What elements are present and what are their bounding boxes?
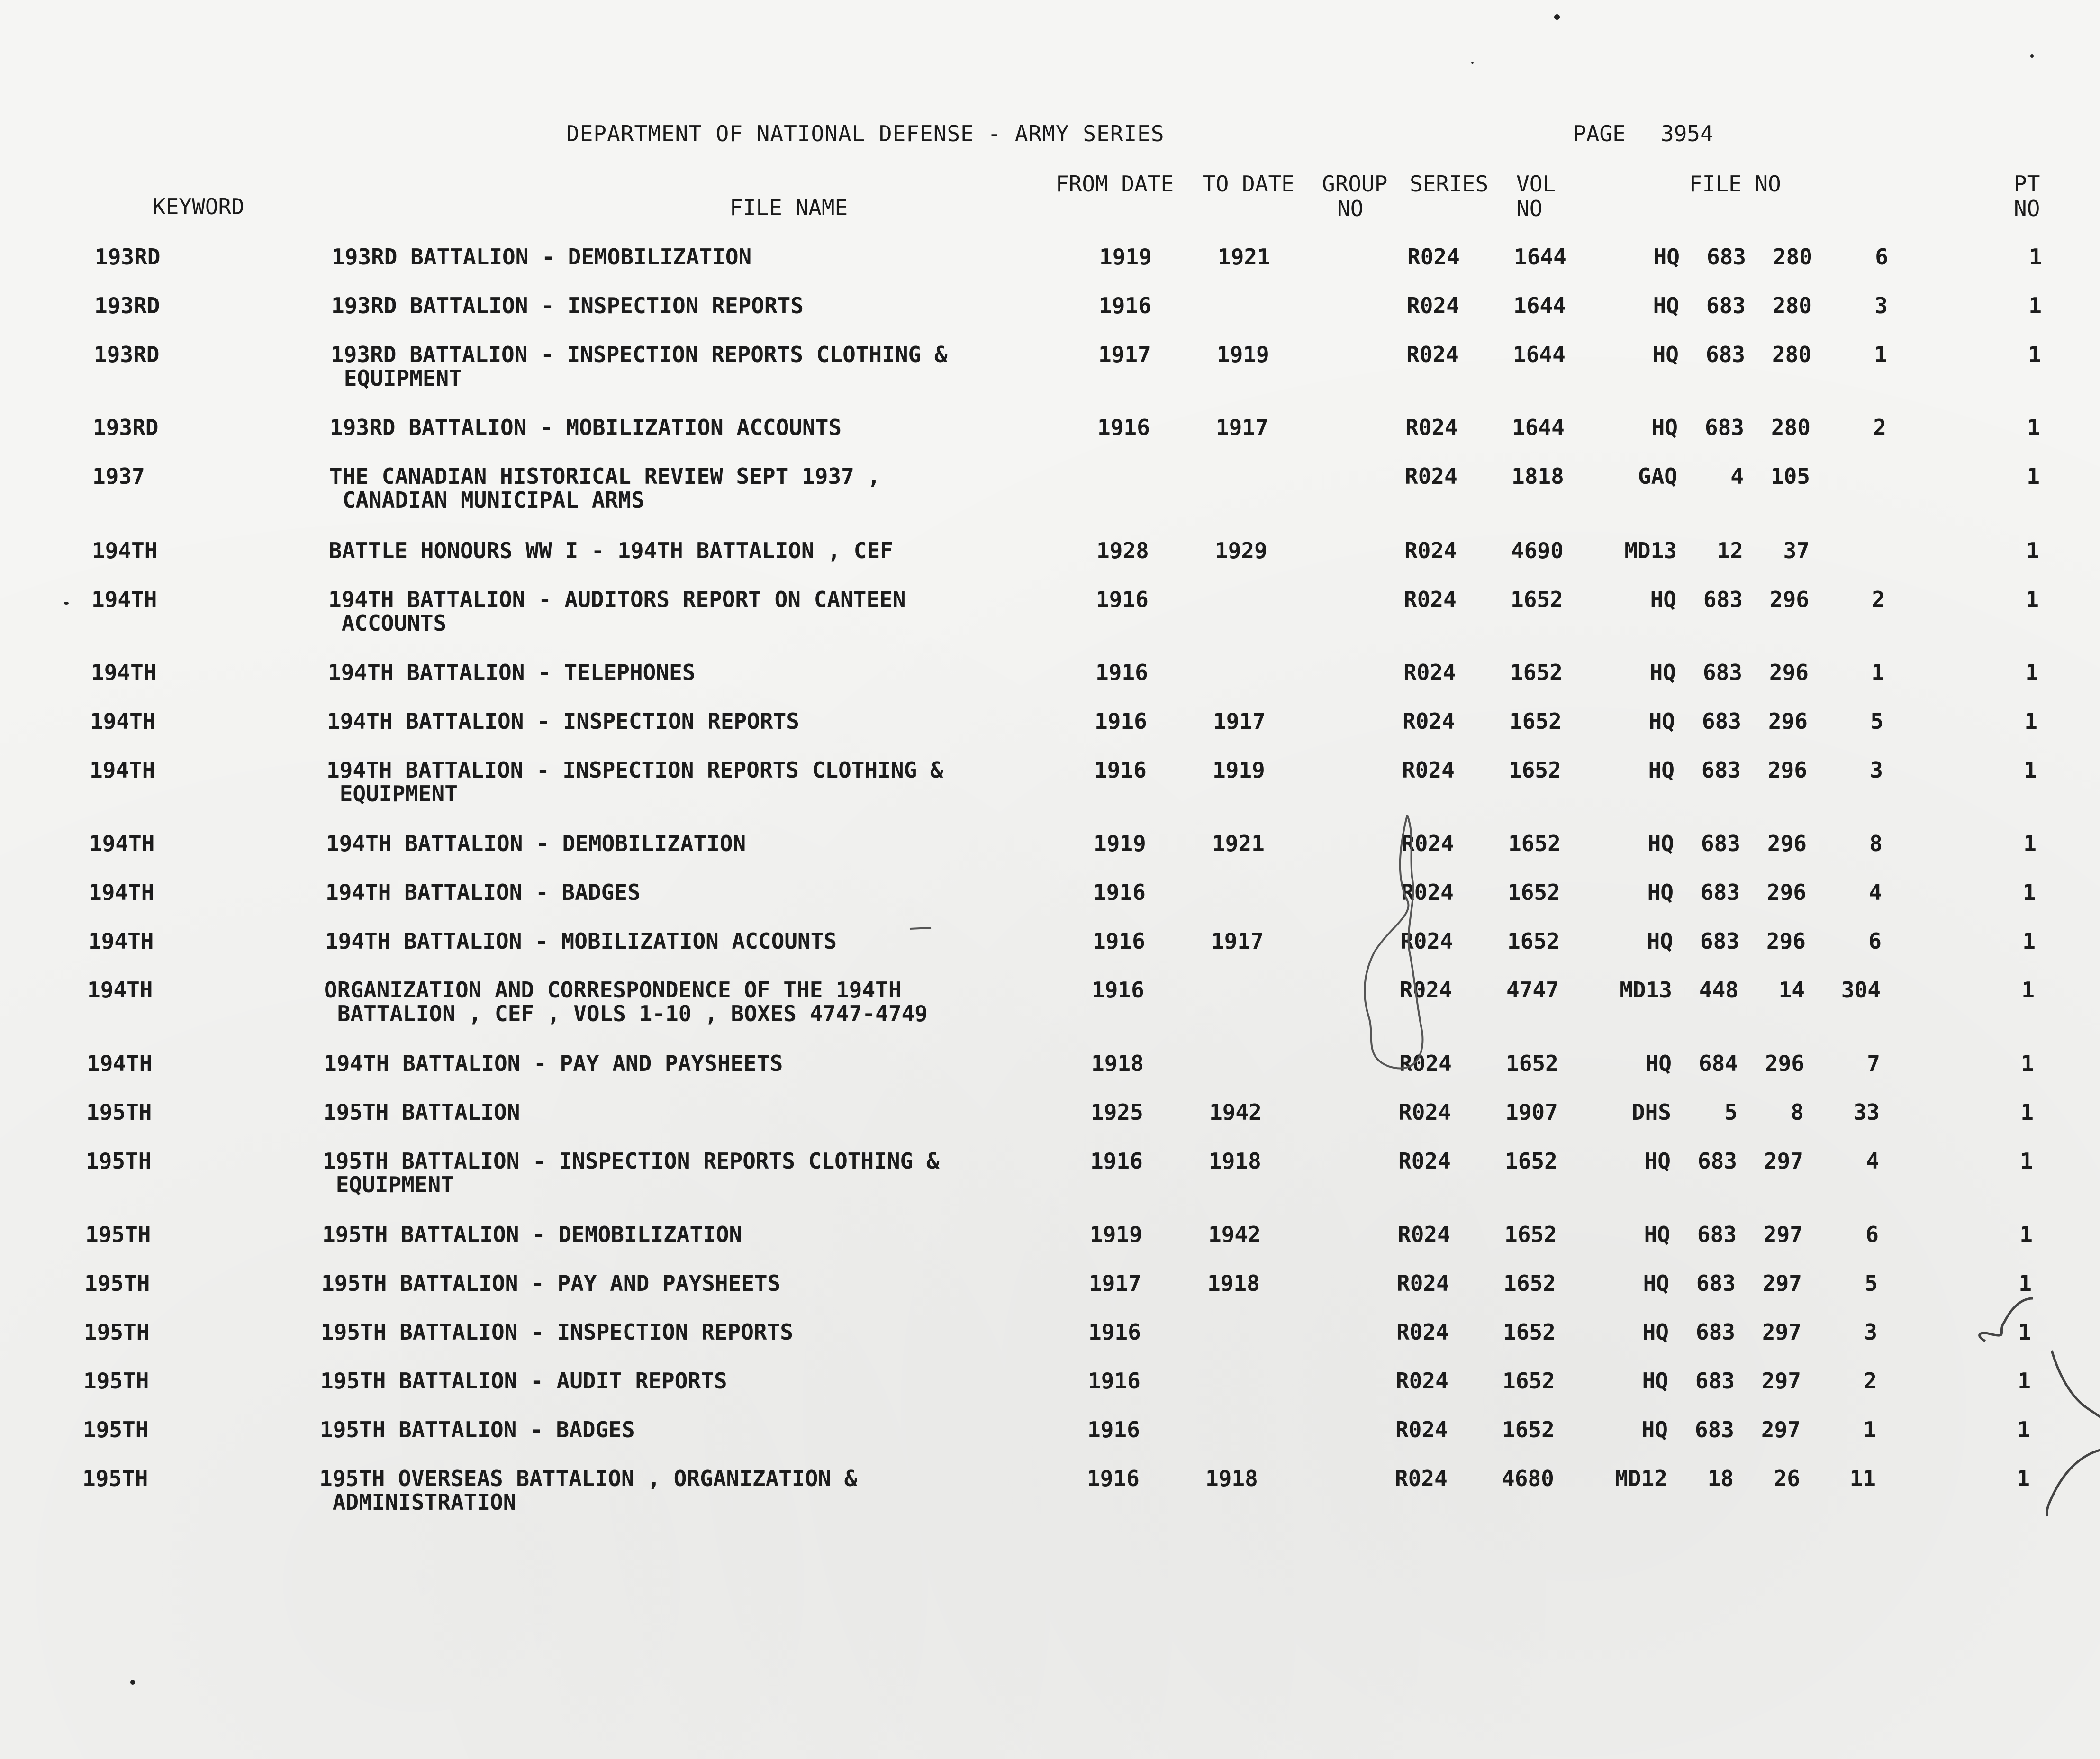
from-date-cell: 1917 [1098,342,1151,367]
series-cell: R024 [1396,1319,1449,1345]
file-no-part3-cell: 6 [1868,928,1882,954]
from-date-cell: 1916 [1095,660,1148,685]
file-no-part1-cell: 683 [1697,1148,1737,1174]
file-name-cell: 195TH BATTALION - INSPECTION REPORTS CLOTHING & EQUIPMENT [323,1148,940,1197]
file-no-part3-cell: 11 [1849,1466,1876,1491]
file-name-cell: 194TH BATTALION - INSPECTION REPORTS CLOTHING & EQUIPMENT [326,757,943,807]
from-date-cell: 1916 [1092,977,1144,1003]
vol-no-cell: 1652 [1503,1270,1556,1296]
page-number: 3954 [1661,121,1713,146]
file-no-part3-cell: 1 [1874,342,1887,367]
file-no-part3-cell: 2 [1873,415,1886,440]
series-cell: R024 [1395,1417,1448,1442]
column-header-series: SERIES [1410,171,1489,197]
file-no-part2-cell: 296 [1765,1051,1804,1076]
pt-no-cell: 1 [2021,977,2035,1003]
file-no-part2-cell: 297 [1763,1222,1803,1247]
series-cell: R024 [1406,342,1459,367]
file-no-part2-cell: 297 [1762,1319,1801,1345]
file-no-part3-cell: 3 [1870,757,1883,783]
file-no-part3-cell: 33 [1853,1099,1880,1125]
margin-scribble-1 [1980,1298,2033,1341]
pt-no-cell: 1 [2019,1222,2033,1247]
keyword-cell: 195TH [86,1099,152,1125]
file-no-prefix-cell: HQ [1653,244,1680,270]
from-date-cell: 1919 [1099,244,1152,270]
file-name-cell: 195TH BATTALION - DEMOBILIZATION [322,1222,742,1247]
pt-no-cell: 1 [2029,244,2042,270]
column-header-to-date: TO DATE [1203,171,1294,197]
keyword-cell: 195TH [83,1417,149,1442]
pt-no-cell: 1 [2023,831,2037,856]
vol-no-cell: 4690 [1511,538,1564,563]
file-no-prefix-cell: MD13 [1624,538,1677,563]
file-no-part1-cell: 448 [1699,977,1738,1003]
to-date-cell: 1917 [1216,415,1268,440]
file-no-part2-cell: 297 [1764,1148,1803,1174]
file-name-cell: 194TH BATTALION - TELEPHONES [328,660,696,685]
from-date-cell: 1916 [1094,757,1147,783]
file-no-part1-cell: 683 [1695,1368,1735,1394]
to-date-cell: 1921 [1212,831,1265,856]
from-date-cell: 1919 [1090,1222,1142,1247]
column-header-group-no: NO [1337,196,1364,221]
pt-no-cell: 1 [2023,880,2036,905]
from-date-cell: 1918 [1091,1051,1144,1076]
column-header-group: GROUP [1322,171,1388,197]
file-no-prefix-cell: HQ [1651,415,1678,440]
page-label: PAGE [1573,121,1626,146]
keyword-cell: 195TH [85,1222,151,1247]
keyword-cell: 195TH [84,1319,150,1345]
to-date-cell: 1918 [1207,1270,1260,1296]
file-no-part2-cell: 37 [1783,538,1810,563]
pen-stroke [910,928,931,929]
vol-no-cell: 1652 [1511,587,1563,612]
file-no-part3-cell: 5 [1865,1270,1878,1296]
vol-no-cell: 1644 [1514,244,1566,270]
file-name-cell: BATTLE HONOURS WW I - 194TH BATTALION , CEF [329,538,893,563]
column-header-vol: VOL [1516,171,1556,197]
file-no-prefix-cell: HQ [1648,708,1675,734]
to-date-cell: 1942 [1208,1222,1261,1247]
file-name-cell: 194TH BATTALION - BADGES [326,880,641,905]
from-date-cell: 1919 [1094,831,1146,856]
vol-no-cell: 1652 [1509,757,1561,783]
vol-no-cell: 1644 [1512,415,1565,440]
from-date-cell: 1928 [1096,538,1149,563]
vol-no-cell: 4680 [1502,1466,1554,1491]
series-cell: R024 [1405,415,1458,440]
file-no-part1-cell: 12 [1717,538,1743,563]
file-no-part1-cell: 683 [1700,880,1740,905]
from-date-cell: 1916 [1087,1466,1140,1491]
file-no-prefix-cell: HQ [1643,1270,1669,1296]
to-date-cell: 1929 [1215,538,1267,563]
keyword-cell: 194TH [90,708,156,734]
file-no-prefix-cell: MD12 [1615,1466,1667,1491]
from-date-cell: 1916 [1088,1368,1141,1394]
keyword-cell: 194TH [88,928,154,954]
keyword-cell: 194TH [92,538,158,563]
file-no-part1-cell: 683 [1702,660,1742,685]
file-name-cell: 194TH BATTALION - INSPECTION REPORTS [327,708,799,734]
column-header-file-name: FILE NAME [730,195,848,220]
series-cell: R024 [1404,587,1457,612]
file-name-cell: 195TH BATTALION - BADGES [320,1417,635,1442]
file-no-part3-cell: 3 [1864,1319,1877,1345]
file-no-part1-cell: 683 [1706,244,1746,270]
pt-no-cell: 1 [2024,708,2037,734]
file-name-cell: THE CANADIAN HISTORICAL REVIEW SEPT 1937 , CANADIAN MUNICIPAL ARMS [329,463,881,513]
vol-no-cell: 1652 [1508,880,1560,905]
file-no-prefix-cell: HQ [1650,587,1676,612]
pen-scribble [1365,815,1422,1069]
from-date-cell: 1916 [1099,293,1151,318]
file-no-part2-cell: 296 [1768,708,1808,734]
pt-no-cell: 1 [2020,1148,2033,1174]
series-cell: R024 [1402,757,1455,783]
file-name-cell: 195TH OVERSEAS BATTALION , ORGANIZATION & ADMINISTRATION [319,1466,858,1515]
file-name-cell: 193RD BATTALION - INSPECTION REPORTS [331,293,804,318]
file-no-part2-cell: 8 [1791,1099,1804,1125]
margin-scribble-3 [2047,1450,2100,1516]
file-no-part3-cell: 8 [1869,831,1883,856]
file-name-cell: 195TH BATTALION - PAY AND PAYSHEETS [321,1270,781,1296]
file-no-part3-cell: 1 [1863,1417,1876,1442]
file-name-cell: 193RD BATTALION - DEMOBILIZATION [332,244,752,270]
speck [1471,62,1474,64]
pt-no-cell: 1 [2017,1466,2030,1491]
file-no-prefix-cell: HQ [1647,880,1674,905]
file-no-part3-cell: 4 [1866,1148,1879,1174]
file-no-part1-cell: 683 [1703,587,1743,612]
from-date-cell: 1916 [1095,708,1147,734]
pt-no-cell: 1 [2017,1417,2030,1442]
vol-no-cell: 1652 [1506,1051,1558,1076]
keyword-cell: 194TH [89,831,155,856]
file-name-cell: ORGANIZATION AND CORRESPONDENCE OF THE 194TH BATTALION , CEF , VOLS 1-10 , BOXES 4747-4749 [324,977,928,1026]
file-no-part3-cell: 4 [1869,880,1882,905]
vol-no-cell: 4747 [1506,977,1559,1003]
keyword-cell: 194TH [90,757,155,783]
vol-no-cell: 1652 [1504,1222,1557,1247]
file-no-part1-cell: 683 [1700,928,1739,954]
pt-no-cell: 1 [2028,342,2041,367]
to-date-cell: 1917 [1211,928,1264,954]
file-no-part3-cell: 304 [1841,977,1881,1003]
file-name-cell: 194TH BATTALION - AUDITORS REPORT ON CANTEEN ACCOUNTS [328,587,906,636]
file-no-part1-cell: 683 [1701,757,1741,783]
from-date-cell: 1916 [1093,880,1146,905]
page-title: DEPARTMENT OF NATIONAL DEFENSE - ARMY SERIES [566,121,1165,146]
file-no-part1-cell: 683 [1695,1319,1735,1345]
file-no-part3-cell: 7 [1867,1051,1880,1076]
keyword-cell: 193RD [95,244,161,270]
file-no-prefix-cell: HQ [1641,1417,1668,1442]
file-no-part3-cell: 3 [1874,293,1888,318]
keyword-cell: 195TH [82,1466,148,1491]
keyword-cell: 194TH [91,660,157,685]
series-cell: R024 [1403,708,1455,734]
vol-no-cell: 1652 [1503,1368,1555,1394]
to-date-cell: 1917 [1213,708,1266,734]
to-date-cell: 1921 [1218,244,1270,270]
file-no-part2-cell: 14 [1778,977,1805,1003]
vol-no-cell: 1652 [1503,1319,1556,1345]
file-no-part2-cell: 296 [1767,831,1807,856]
pt-no-cell: 1 [2026,538,2039,563]
keyword-cell: 195TH [83,1368,149,1394]
file-no-prefix-cell: HQ [1644,1222,1670,1247]
to-date-cell: 1919 [1213,757,1265,783]
pt-no-cell: 1 [2028,293,2042,318]
keyword-cell: 193RD [94,342,160,367]
file-name-cell: 194TH BATTALION - MOBILIZATION ACCOUNTS [325,928,837,954]
file-no-prefix-cell: HQ [1652,342,1679,367]
file-name-cell: 193RD BATTALION - INSPECTION REPORTS CLOTHING & EQUIPMENT [331,342,948,391]
file-no-part1-cell: 5 [1724,1099,1738,1125]
series-cell: R024 [1395,1466,1448,1491]
pt-no-cell: 1 [2027,415,2040,440]
to-date-cell: 1918 [1205,1466,1258,1491]
column-header-pt-no: NO [2014,196,2040,221]
from-date-cell: 1916 [1093,928,1145,954]
file-no-prefix-cell: HQ [1642,1319,1669,1345]
keyword-cell: 195TH [86,1148,152,1174]
file-no-part1-cell: 683 [1706,293,1746,318]
file-no-part2-cell: 280 [1772,293,1812,318]
file-no-part3-cell: 2 [1864,1368,1877,1394]
pt-no-cell: 1 [2024,757,2037,783]
file-no-part2-cell: 297 [1761,1368,1801,1394]
series-cell: R024 [1405,463,1457,489]
from-date-cell: 1916 [1090,1148,1143,1174]
to-date-cell: 1918 [1209,1148,1261,1174]
pt-no-cell: 1 [2021,1051,2034,1076]
vol-no-cell: 1818 [1512,463,1564,489]
file-no-part1-cell: 684 [1698,1051,1738,1076]
keyword-cell: 194TH [87,977,153,1003]
vol-no-cell: 1652 [1509,708,1562,734]
file-no-part1-cell: 683 [1702,708,1741,734]
pt-no-cell: 1 [2022,928,2036,954]
file-no-part2-cell: 105 [1770,463,1810,489]
pt-no-cell: 1 [2019,1270,2032,1296]
file-no-prefix-cell: HQ [1647,831,1674,856]
series-cell: R024 [1398,1148,1451,1174]
file-no-part1-cell: 683 [1697,1222,1737,1247]
column-header-file-no: FILE NO [1689,171,1781,197]
file-name-cell: 195TH BATTALION - INSPECTION REPORTS [321,1319,793,1345]
file-no-part1-cell: 683 [1704,415,1744,440]
from-date-cell: 1916 [1096,587,1149,612]
keyword-cell: 194TH [89,880,154,905]
series-cell: R024 [1401,928,1453,954]
vol-no-cell: 1652 [1505,1148,1557,1174]
file-no-part2-cell: 280 [1773,244,1812,270]
file-no-prefix-cell: GAQ [1638,463,1677,489]
from-date-cell: 1916 [1088,1319,1141,1345]
vol-no-cell: 1652 [1510,660,1563,685]
file-name-cell: 194TH BATTALION - PAY AND PAYSHEETS [324,1051,783,1076]
file-no-part1-cell: 683 [1701,831,1740,856]
file-no-part2-cell: 296 [1766,928,1806,954]
file-no-part3-cell: 2 [1872,587,1885,612]
vol-no-cell: 1644 [1513,342,1566,367]
series-cell: R024 [1399,1099,1451,1125]
series-cell: R024 [1402,831,1454,856]
file-no-part2-cell: 280 [1772,342,1811,367]
series-cell: R024 [1400,977,1452,1003]
series-cell: R024 [1399,1051,1452,1076]
series-cell: R024 [1404,538,1457,563]
file-no-part2-cell: 280 [1771,415,1810,440]
pt-no-cell: 1 [2018,1319,2031,1345]
keyword-cell: 194TH [91,587,157,612]
speck [130,1680,135,1685]
file-name-cell: 193RD BATTALION - MOBILIZATION ACCOUNTS [330,415,842,440]
series-cell: R024 [1398,1222,1450,1247]
vol-no-cell: 1652 [1502,1417,1555,1442]
file-no-part2-cell: 297 [1761,1417,1801,1442]
vol-no-cell: 1652 [1507,928,1560,954]
keyword-cell: 195TH [84,1270,150,1296]
file-no-prefix-cell: HQ [1642,1368,1668,1394]
margin-scribble-2 [2052,1351,2100,1417]
from-date-cell: 1925 [1091,1099,1143,1125]
series-cell: R024 [1397,1270,1449,1296]
file-name-cell: 195TH BATTALION [323,1099,520,1125]
speck [1554,14,1560,20]
from-date-cell: 1916 [1097,415,1150,440]
file-no-prefix-cell: HQ [1653,293,1679,318]
file-no-part3-cell: 1 [1871,660,1884,685]
from-date-cell: 1917 [1089,1270,1141,1296]
file-name-cell: 194TH BATTALION - DEMOBILIZATION [326,831,746,856]
vol-no-cell: 1644 [1513,293,1566,318]
keyword-cell: 194TH [87,1051,153,1076]
file-no-part3-cell: 5 [1870,708,1883,734]
speck [64,602,69,605]
series-cell: R024 [1403,660,1456,685]
file-no-part1-cell: 683 [1694,1417,1734,1442]
file-no-part1-cell: 683 [1696,1270,1736,1296]
speck [2030,54,2034,58]
column-header-pt: PT [2014,171,2040,197]
file-no-prefix-cell: DHS [1631,1099,1671,1125]
file-no-prefix-cell: HQ [1649,660,1676,685]
column-header-vol-no: NO [1516,196,1543,221]
file-no-part2-cell: 296 [1767,757,1807,783]
file-no-prefix-cell: HQ [1647,928,1673,954]
pt-no-cell: 1 [2020,1099,2034,1125]
from-date-cell: 1916 [1087,1417,1140,1442]
keyword-cell: 193RD [94,293,160,318]
file-no-part2-cell: 296 [1766,880,1806,905]
file-name-cell: 195TH BATTALION - AUDIT REPORTS [320,1368,727,1394]
file-no-part2-cell: 296 [1769,587,1809,612]
to-date-cell: 1942 [1209,1099,1262,1125]
vol-no-cell: 1652 [1508,831,1561,856]
pt-no-cell: 1 [2018,1368,2031,1394]
column-header-from-date: FROM DATE [1056,171,1174,197]
pt-no-cell: 1 [2026,587,2039,612]
series-cell: R024 [1407,244,1460,270]
file-no-prefix-cell: HQ [1644,1148,1671,1174]
column-header-keyword: KEYWORD [153,194,244,219]
file-no-part1-cell: 683 [1705,342,1745,367]
file-no-part3-cell: 6 [1875,244,1888,270]
file-no-part1-cell: 4 [1730,463,1744,489]
keyword-cell: 193RD [93,415,159,440]
file-no-part2-cell: 26 [1774,1466,1800,1491]
file-no-part3-cell: 6 [1865,1222,1879,1247]
file-no-part1-cell: 18 [1707,1466,1734,1491]
keyword-cell: 1937 [92,463,145,489]
file-no-prefix-cell: HQ [1645,1051,1672,1076]
file-no-part2-cell: 297 [1762,1270,1802,1296]
series-cell: R024 [1401,880,1454,905]
file-no-prefix-cell: HQ [1648,757,1675,783]
series-cell: R024 [1396,1368,1448,1394]
series-cell: R024 [1407,293,1459,318]
to-date-cell: 1919 [1217,342,1269,367]
file-no-part2-cell: 296 [1769,660,1809,685]
vol-no-cell: 1907 [1505,1099,1558,1125]
file-no-prefix-cell: MD13 [1620,977,1672,1003]
pt-no-cell: 1 [2025,660,2038,685]
pt-no-cell: 1 [2027,463,2040,489]
